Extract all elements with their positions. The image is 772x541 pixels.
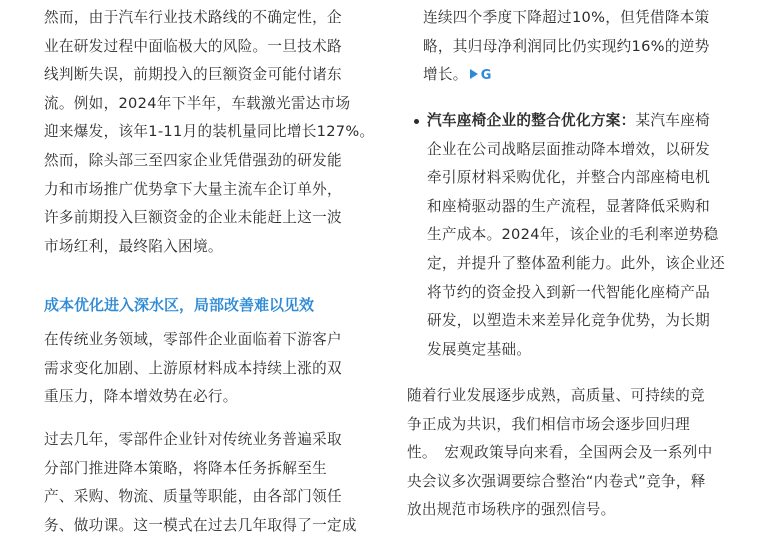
text-line: 务、做功课。这一模式在过去几年取得了一定成: [44, 516, 357, 534]
text-line: 在传统业务领域，零部件企业面临着下游客户: [44, 331, 342, 348]
text-line: 定，并提升了整体盈利能力。此外，该企业还: [427, 254, 725, 272]
text-line: 业在研发过程中面临极大的风险。一旦技术路: [44, 37, 342, 55]
text-line: 性。 宏观政策导向来看，全国两会及一系列中: [407, 444, 713, 462]
text-line: [427, 107, 725, 136]
paragraph-tech-risk: [44, 4, 374, 261]
text-line: 线判断失误，前期投入的巨额资金可能付诸东: [44, 66, 342, 84]
text-line: 连续四个季度下降超过10%，但凭借降本策: [423, 9, 710, 26]
text-line: 过去几年，零部件企业针对传统业务普遍采取: [44, 431, 342, 448]
text-line: 和座椅驱动器的生产流程，显著降低采购和: [427, 197, 710, 215]
text-line: 争正成为共识，我们相信市场会逐步回归理: [407, 415, 690, 433]
section-subheading: 成本优化进入深水区，局部改善难以见效: [44, 296, 315, 314]
paragraph-profit-growth: [423, 4, 710, 91]
text-line: 央会议多次强调要综合整治“内卷式”竞争，释: [407, 472, 706, 490]
bullet-title: 汽车座椅企业的整合优化方案：: [427, 112, 636, 129]
bullet-paragraph: [427, 107, 725, 364]
text-line: [423, 61, 710, 91]
play-arrow-icon: [470, 69, 478, 79]
text-fragment: 增长。: [423, 66, 468, 84]
bullet-item-seat-company: [427, 107, 725, 364]
text-line: 放出规范市场秩序的强烈信号。: [407, 501, 616, 519]
text-line: 许多前期投入巨额资金的企业未能赶上这一波: [44, 209, 342, 227]
text-line: 流。例如，2024年下半年，车载激光雷达市场: [44, 94, 351, 112]
paragraph-closing: [407, 382, 712, 525]
text-line: 牵引原材料采购优化，并整合内部座椅电机: [427, 169, 710, 187]
source-link[interactable]: [470, 68, 492, 83]
text-line: 研发，以塑造未来差异化竞争优势，为长期: [427, 312, 710, 330]
text-line: 略，其归母净利润同比仍实现约16%的逆势: [423, 37, 710, 55]
text-line: 将节约的资金投入到新一代智能化座椅产品: [427, 283, 710, 301]
text-line: 然而，除头部三至四家企业凭借强劲的研发能: [44, 151, 342, 169]
text-line: 迎来爆发，该年1-11月的装机量同比增长127%。: [44, 123, 375, 141]
text-line: 力和市场推广优势拿下大量主流车企订单外，: [44, 180, 342, 198]
text-line: 企业在公司战略层面推动降本增效，以研发: [427, 140, 710, 158]
text-line: 然而，由于汽车行业技术路线的不确定性，企: [44, 9, 342, 26]
text-line: 随着行业发展逐步成熟，高质量、可持续的竞: [407, 387, 705, 404]
text-fragment: 某汽车座椅: [635, 112, 710, 129]
paragraph-department-strategy: [44, 426, 357, 540]
source-link-label: G: [480, 68, 492, 84]
text-line: 市场红利，最终陷入困境。: [44, 237, 223, 255]
text-line: 分部门推进降本策略，将降本任务拆解至生: [44, 459, 327, 477]
text-line: 产、采购、物流、质量等职能，由各部门领任: [44, 488, 342, 506]
text-line: 发展奠定基础。: [427, 340, 532, 358]
bullet-dot-icon: [414, 119, 419, 124]
text-line: 重压力，降本增效势在必行。: [44, 388, 238, 406]
text-line: 需求变化加剧、上游原材料成本持续上涨的双: [44, 359, 342, 377]
text-line: 生产成本。2024年，该企业的毛利率逆势稳: [427, 226, 719, 244]
paragraph-cost-pressure: [44, 326, 342, 412]
